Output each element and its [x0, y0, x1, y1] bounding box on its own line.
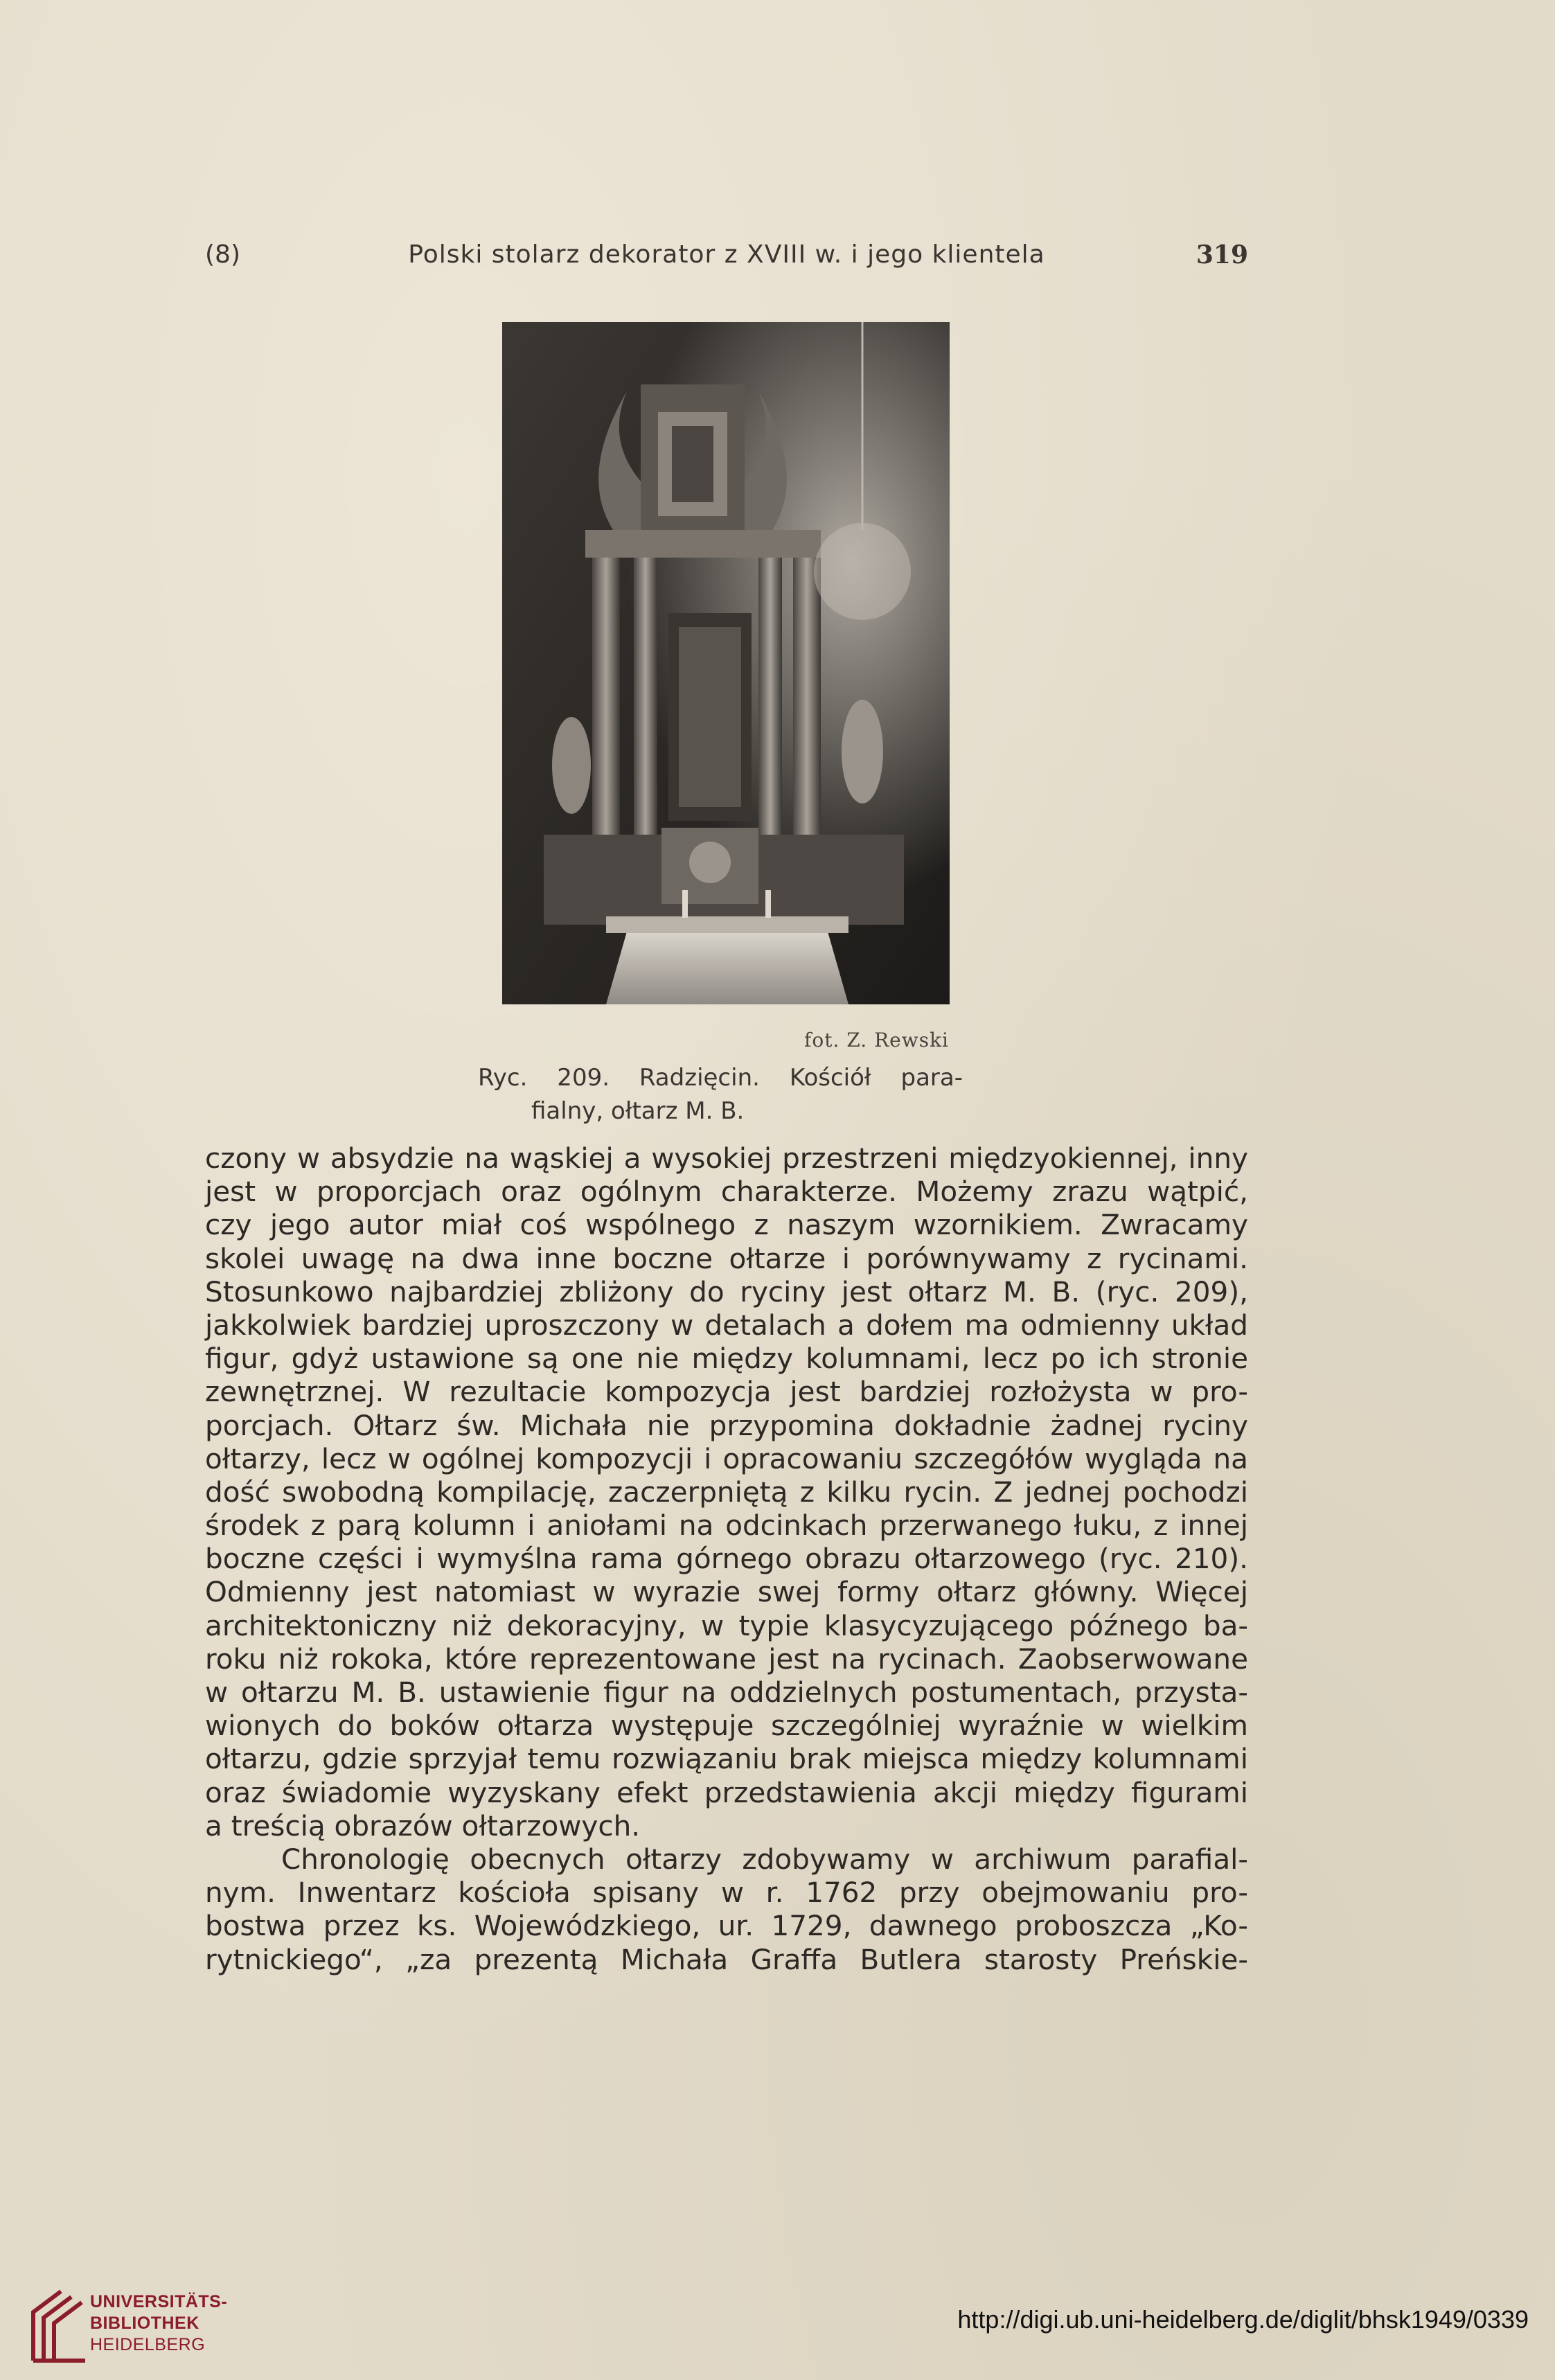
text-line: ołtarzu, gdzie sprzyjał temu rozwiązaniu brak miejsca między kolumnami	[205, 1742, 1248, 1776]
caption-line: fialny, ołtarz M. B.	[531, 1097, 745, 1125]
text-line: Stosunkowo najbardziej zbliżony do ryciny jest ołtarz M. B. (ryc. 209),	[205, 1275, 1248, 1308]
library-name-line: BIBLIOTHEK	[90, 2314, 199, 2333]
text-line: Chronologię obecnych ołtarzy zdobywamy w archiwum parafial-	[281, 1842, 1248, 1876]
page-number: 319	[1196, 240, 1248, 269]
body-text	[205, 1142, 1248, 1976]
text-line: bostwa przez ks. Wojewódzkiego, ur. 1729, dawnego proboszcza „Ko-	[205, 1909, 1248, 1943]
library-logo-icon	[19, 2284, 92, 2366]
section-number: (8)	[205, 240, 240, 269]
text-line: nym. Inwentarz kościoła spisany w r. 1762 przy obejmowaniu pro-	[205, 1876, 1248, 1910]
text-line: figur, gdyż ustawione są one nie między kolumnami, lecz po ich stronie	[205, 1342, 1248, 1376]
altar-photograph	[502, 322, 950, 1004]
running-title: Polski stolarz dekorator z XVIII w. i jego klientela	[408, 240, 1045, 269]
running-header	[205, 234, 1248, 276]
digitization-footer	[0, 2271, 1555, 2380]
photo-credit: fot. Z. Rewski	[804, 1029, 949, 1051]
library-name-line: HEIDELBERG	[90, 2335, 206, 2354]
text-line: roku niż rokoka, które reprezentowane jest na rycinach. Zaobserwowane	[205, 1642, 1248, 1676]
text-line: środek z parą kolumn i aniołami na odcinkach przerwanego łuku, z innej	[205, 1509, 1248, 1543]
caption-line: Ryc. 209. Radzięcin. Kościół para-	[478, 1064, 963, 1092]
text-line: w ołtarzu M. B. ustawienie figur na oddzielnych postumentach, przysta-	[205, 1676, 1248, 1709]
figure-caption	[478, 1061, 963, 1128]
text-line: wionych do boków ołtarza występuje szczególniej wyraźnie w wielkim	[205, 1709, 1248, 1743]
text-line: architektoniczny niż dekoracyjny, w typie klasycyzującego późnego ba-	[205, 1608, 1248, 1642]
text-line: czy jego autor miał coś wspólnego z naszym wzornikiem. Zwracamy	[205, 1208, 1248, 1242]
text-line: dość swobodną kompilację, zaczerpniętą z kilku rycin. Z jednej pochodzi	[205, 1475, 1248, 1509]
library-name-line: UNIVERSITÄTS-	[90, 2292, 228, 2311]
altar-photo-illustration	[502, 322, 950, 1004]
text-line: zewnętrznej. W rezultacie kompozycja jest bardziej rozłożysta w pro-	[205, 1375, 1248, 1409]
source-url-link[interactable]: http://digi.ub.uni-heidelberg.de/diglit/bhsk1949/0339	[957, 2305, 1529, 2334]
text-line: czony w absydzie na wąskiej a wysokiej przestrzeni międzyokiennej, inny	[205, 1142, 1248, 1175]
text-line: a treścią obrazów ołtarzowych.	[205, 1809, 641, 1842]
text-line: jest w proporcjach oraz ogólnym charakterze. Możemy zrazu wątpić,	[205, 1175, 1248, 1209]
text-line: porcjach. Ołtarz św. Michała nie przypomina dokładnie żadnej ryciny	[205, 1408, 1248, 1442]
text-line: rytnickiego“, „za prezentą Michała Graffa Butlera starosty Preńskie-	[205, 1942, 1248, 1976]
text-line: ołtarzy, lecz w ogólnej kompozycji i opracowaniu szczegółów wygląda na	[205, 1441, 1248, 1475]
library-name	[90, 2291, 227, 2356]
text-line: skolei uwagę na dwa inne boczne ołtarze i porównywamy z rycinami.	[205, 1241, 1248, 1275]
text-line: oraz świadomie wyzyskany efekt przedstawienia akcji między figurami	[205, 1775, 1248, 1809]
text-line: Odmienny jest natomiast w wyrazie swej formy ołtarz główny. Więcej	[205, 1575, 1248, 1609]
text-line: boczne części i wymyślna rama górnego obrazu ołtarzowego (ryc. 210).	[205, 1542, 1248, 1576]
text-line: jakkolwiek bardziej uproszczony w detalach a dołem ma odmienny układ	[205, 1308, 1248, 1342]
